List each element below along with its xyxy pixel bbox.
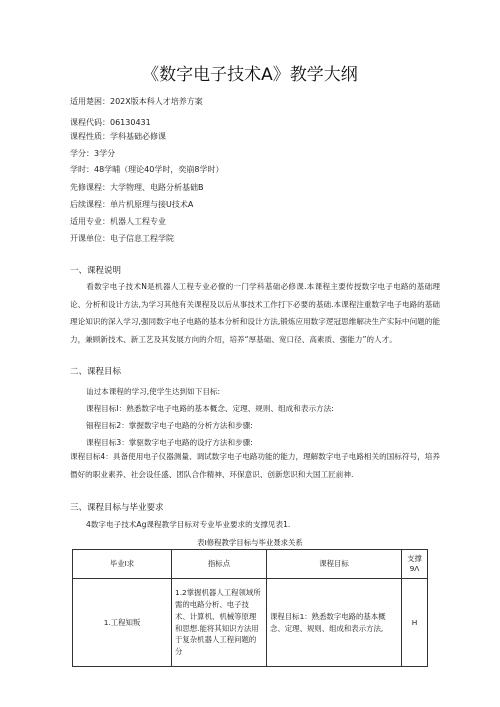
header-indicator: 指标点 xyxy=(172,550,267,579)
requirements-intro: 4数字电子技术Ag课程教学目标对专业毕业要求的支撑见表1. xyxy=(86,520,291,529)
header-course-goal: 课程目标 xyxy=(267,550,402,579)
header-graduation-requirement: 毕业I求 xyxy=(73,550,172,579)
table-caption: 表I修程教学目标与毕业聂求关系 xyxy=(197,538,303,547)
meta-follow-up: 后续课程：单片机原理与接U技术A xyxy=(70,200,194,209)
objective-4: 课程目标4：具备使用电子仪器测量、调试数字电子电路功能的能力，理解数字电子电路相关的国标符号，培养僭好的职业素养、社会设任盛、团队合作精神、环保意识、创新您识和大国工匠前神. xyxy=(70,452,440,479)
table-header-row xyxy=(73,550,428,579)
objective-4-paragraph xyxy=(70,448,440,483)
table-row xyxy=(73,579,428,667)
cell-indicator: 1.2掌握机器人工程领域所需的电路分析、电子技术、计算机、机械等原理和思想.能将其知识方法用于复杂机器人工程问题的分 xyxy=(172,579,267,667)
meta-applicable-plan: 适用楚困：202X版本科人才培养方案 xyxy=(70,97,203,106)
meta-course-code: 课程代码：06130431 xyxy=(70,118,151,127)
cell-course-goal: 课程目标1：熟悉数字电路的基本概念、定理、规则、组成和表示方法, xyxy=(267,579,402,667)
section-heading-description: 一、课程说明 xyxy=(70,266,122,276)
section-heading-requirements: 三、课程目标与毕业要求 xyxy=(70,503,164,513)
objective-3: 课程目标3：掌驱数字电子电路的设疗方法和步骤: xyxy=(86,438,253,447)
cell-support-level: H xyxy=(402,579,428,667)
page-title: 《数字电子技术A》教学大纲 xyxy=(142,65,358,85)
objective-2: 钿程目标2：掌握数字电子电路的分析方法和步骤: xyxy=(86,421,253,430)
meta-hours: 学时：48学晡（理论40学时，奕崩8学时） xyxy=(70,165,224,174)
meta-prerequisites: 先修课程：大学物理、电路分析基础B xyxy=(70,183,204,192)
section-heading-objectives: 二、课程目标 xyxy=(70,367,122,377)
meta-major: 适用专业：机器人工程专业 xyxy=(70,217,166,226)
objectives-requirements-table xyxy=(72,549,428,667)
meta-department: 开课单位：电子信息工程学院 xyxy=(70,234,174,243)
meta-course-nature: 课程性质：学科基础必修课 xyxy=(70,132,166,141)
course-description-text: 看数字电子技术N是机器人工程专业必僚的一门学科基础必修课.本课程主要传授数字电子电路的基础理论、分析和设计方法,为学习其他有关课程及以后从事技术工作打下必要的基础.本课程注重数字电子电路的基础理论知识的深入学习,强同数字电子电路的基本分析和设计方法,锻炼应用数字逻冠思维解决生产实际中问题的能力，兼顾新技术、新工艺及其发展方向的介绍，培养“厚基础、宽口径、高素质、强能力”的人才。 xyxy=(70,282,440,344)
objective-1: 课程目标I：熟悉数字电子电路的基本概念、定理、规则、组成和表示方法: xyxy=(86,404,334,413)
header-support: 支撑9Λ xyxy=(402,550,428,579)
cell-requirement: 1.工程知叛 xyxy=(73,579,172,667)
course-description-paragraph xyxy=(70,278,440,348)
meta-credits: 学分：3学分 xyxy=(70,149,116,158)
objectives-intro: 讪过本课程的学习,使学生达到如下目标: xyxy=(86,387,221,396)
